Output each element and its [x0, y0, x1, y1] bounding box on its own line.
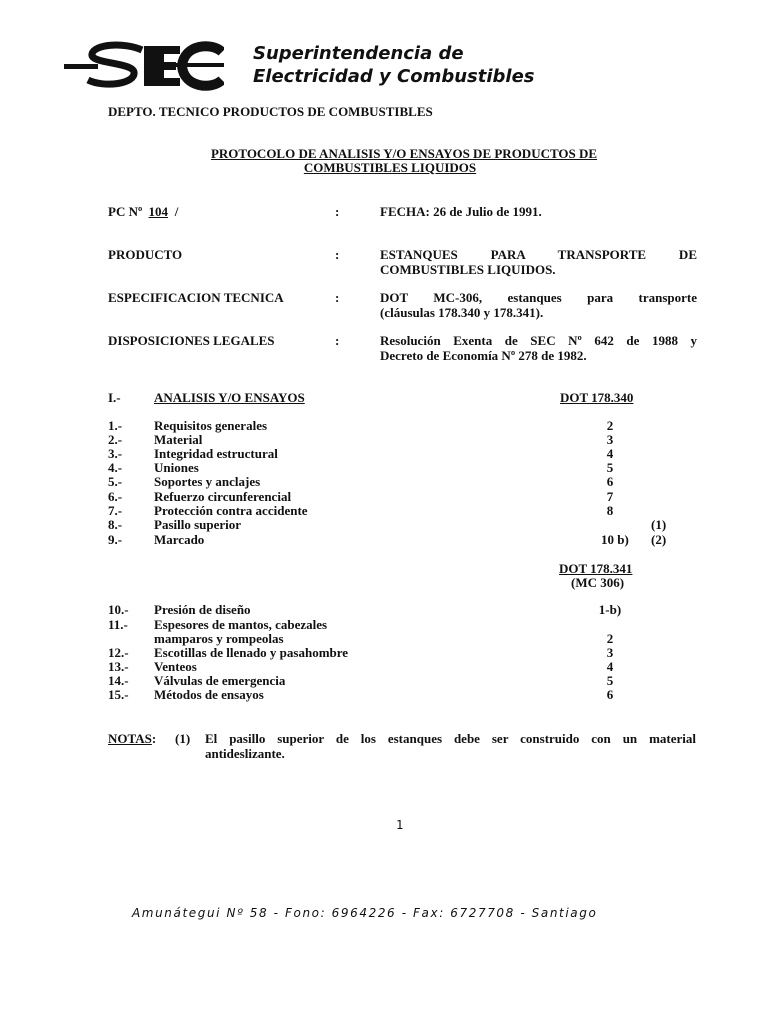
sec-logo [64, 40, 224, 92]
pc-label: PC Nº [108, 204, 143, 219]
item-number: 3.- [108, 446, 123, 461]
item-ref: 2 [606, 418, 614, 433]
item-text: Escotillas de llenado y pasahombre [154, 645, 349, 660]
item-ref: 10 b) [601, 532, 629, 547]
note-ref: (1) [175, 731, 191, 746]
item-text: Marcado [154, 532, 205, 547]
item-ref: 4 [606, 659, 614, 674]
item-text: Requisitos generales [154, 418, 268, 433]
colon: : [335, 333, 340, 348]
disposiciones-value-line2: Decreto de Economía Nº 278 de 1982. [380, 348, 587, 363]
item-number: 15.- [108, 687, 129, 702]
producto-label: PRODUCTO [108, 247, 183, 262]
item-number: 6.- [108, 489, 123, 504]
item-number: 13.- [108, 659, 129, 674]
item-number: 12.- [108, 645, 129, 660]
section-number: I.- [108, 390, 121, 405]
item-number: 5.- [108, 474, 123, 489]
document-title-line2: COMBUSTIBLES LIQUIDOS [303, 160, 477, 175]
item-text: Soportes y anclajes [154, 474, 261, 489]
item-ref: 5 [606, 460, 614, 475]
item-text-continuation: mamparos y rompeolas [154, 631, 284, 646]
section-title: ANALISIS Y/O ENSAYOS [154, 390, 305, 405]
item-ref: 6 [606, 474, 614, 489]
producto-value-line2: COMBUSTIBLES LIQUIDOS. [380, 262, 556, 277]
especificacion-label: ESPECIFICACION TECNICA [108, 290, 284, 305]
document-title-line1: PROTOCOLO DE ANALISIS Y/O ENSAYOS DE PRODUCTOS DE [210, 146, 598, 161]
item-text: Material [154, 432, 203, 447]
pc-number-field [108, 204, 178, 220]
item-text: Venteos [154, 659, 197, 674]
ref-header-dot-178-341: DOT 178.341 [559, 561, 633, 576]
item-text: Presión de diseño [154, 602, 251, 617]
disposiciones-value-line1: Resolución Exenta de SEC Nº 642 de 1988 y [380, 333, 697, 348]
item-number: 14.- [108, 673, 129, 688]
org-name-line2: Electricidad y Combustibles [253, 66, 535, 87]
ref-header-dot-178-340: DOT 178.340 [560, 390, 634, 405]
page-number: 1 [396, 818, 404, 832]
item-number: 9.- [108, 532, 123, 547]
item-ref: 7 [606, 489, 614, 504]
item-text: Espesores de mantos, cabezales [154, 617, 328, 632]
item-number: 4.- [108, 460, 123, 475]
item-number: 7.- [108, 503, 123, 518]
pc-number-value: 104 [148, 204, 169, 219]
item-text: Válvulas de emergencia [154, 673, 286, 688]
item-ref: 4 [606, 446, 614, 461]
item-note-ref: (1) [651, 517, 667, 532]
item-ref: 8 [606, 503, 614, 518]
disposiciones-label: DISPOSICIONES LEGALES [108, 333, 275, 348]
item-ref: 1-b) [598, 602, 622, 617]
item-ref: 5 [606, 673, 614, 688]
colon: : [335, 290, 340, 305]
notes-heading [108, 731, 156, 747]
pc-suffix: / [171, 204, 179, 219]
item-ref: 2 [606, 631, 614, 646]
item-number: 2.- [108, 432, 123, 447]
note-text-line1: El pasillo superior de los estanques debe ser construido con un material [205, 731, 696, 746]
ref-header-mc-306: (MC 306) [571, 575, 625, 590]
item-text: Integridad estructural [154, 446, 278, 461]
department: DEPTO. TECNICO PRODUCTOS DE COMBUSTIBLES [108, 104, 433, 119]
item-text: Uniones [154, 460, 199, 475]
item-text: Métodos de ensayos [154, 687, 264, 702]
notes-label: NOTAS [108, 731, 152, 746]
especificacion-value-line2: (cláusulas 178.340 y 178.341). [380, 305, 544, 320]
fecha-value: FECHA: 26 de Julio de 1991. [380, 204, 542, 219]
colon: : [335, 204, 340, 219]
item-text: Pasillo superior [154, 517, 242, 532]
item-number: 8.- [108, 517, 123, 532]
colon: : [335, 247, 340, 262]
item-number: 1.- [108, 418, 123, 433]
item-ref: 3 [606, 645, 614, 660]
item-number: 10.- [108, 602, 129, 617]
item-number: 11.- [108, 617, 128, 632]
item-text: Protección contra accidente [154, 503, 308, 518]
item-note-ref: (2) [651, 532, 667, 547]
item-ref: 6 [606, 687, 614, 702]
item-text: Refuerzo circunferencial [154, 489, 292, 504]
footer-address: Amunátegui Nº 58 - Fono: 6964226 - Fax: 6727708 - Santiago [132, 906, 598, 920]
note-text-line2: antideslizante. [205, 746, 285, 761]
producto-value-line1: ESTANQUES PARA TRANSPORTE DE [380, 247, 697, 262]
notes-colon: : [151, 731, 157, 746]
org-name-line1: Superintendencia de [253, 43, 464, 64]
especificacion-value-line1: DOT MC-306, estanques para transporte [380, 290, 697, 305]
item-ref: 3 [606, 432, 614, 447]
